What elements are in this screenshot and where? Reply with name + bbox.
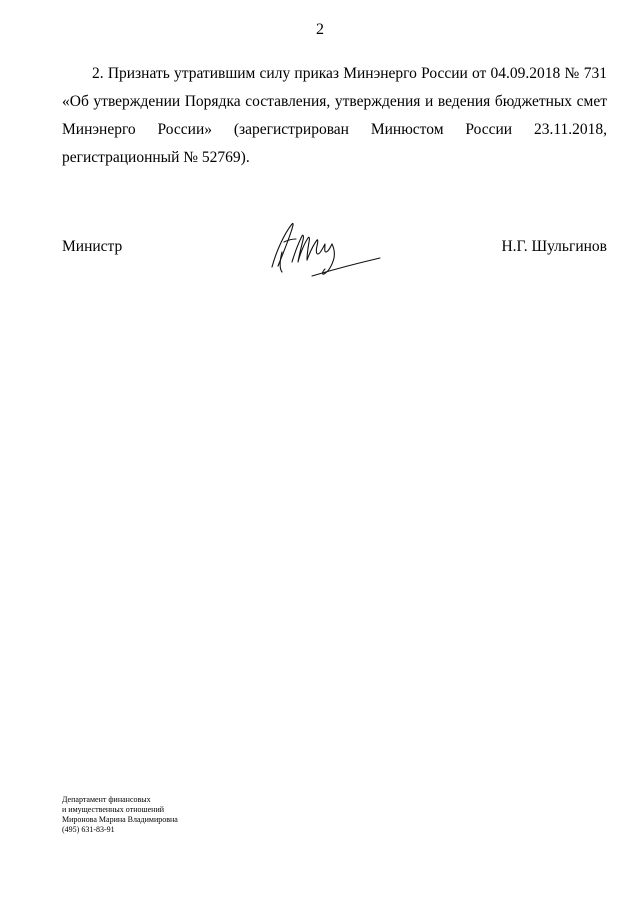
executor-footer <box>62 795 262 835</box>
footer-department-line-2: и имущественных отношений <box>62 805 165 814</box>
order-paragraph-2: 2. Признать утратившим силу приказ Минэнерго России от 04.09.2018 № 731 «Об утверждении Порядка составления, утверждения и ведения бюджетных смет Минэнерго России» (зарегистрирован Минюстом России 23.11.2018, регистрационный № 52769). <box>62 65 607 166</box>
handwritten-signature <box>262 212 387 282</box>
footer-department-line-1: Департамент финансовых <box>62 795 151 804</box>
page-number: 2 <box>316 21 324 38</box>
footer-executor-name: Миронова Марина Владимировна <box>62 815 178 824</box>
signatory-title: Министр <box>62 238 123 255</box>
footer-phone: (495) 631-83-91 <box>62 825 115 834</box>
signatory-name: Н.Г. Шульгинов <box>501 238 607 255</box>
